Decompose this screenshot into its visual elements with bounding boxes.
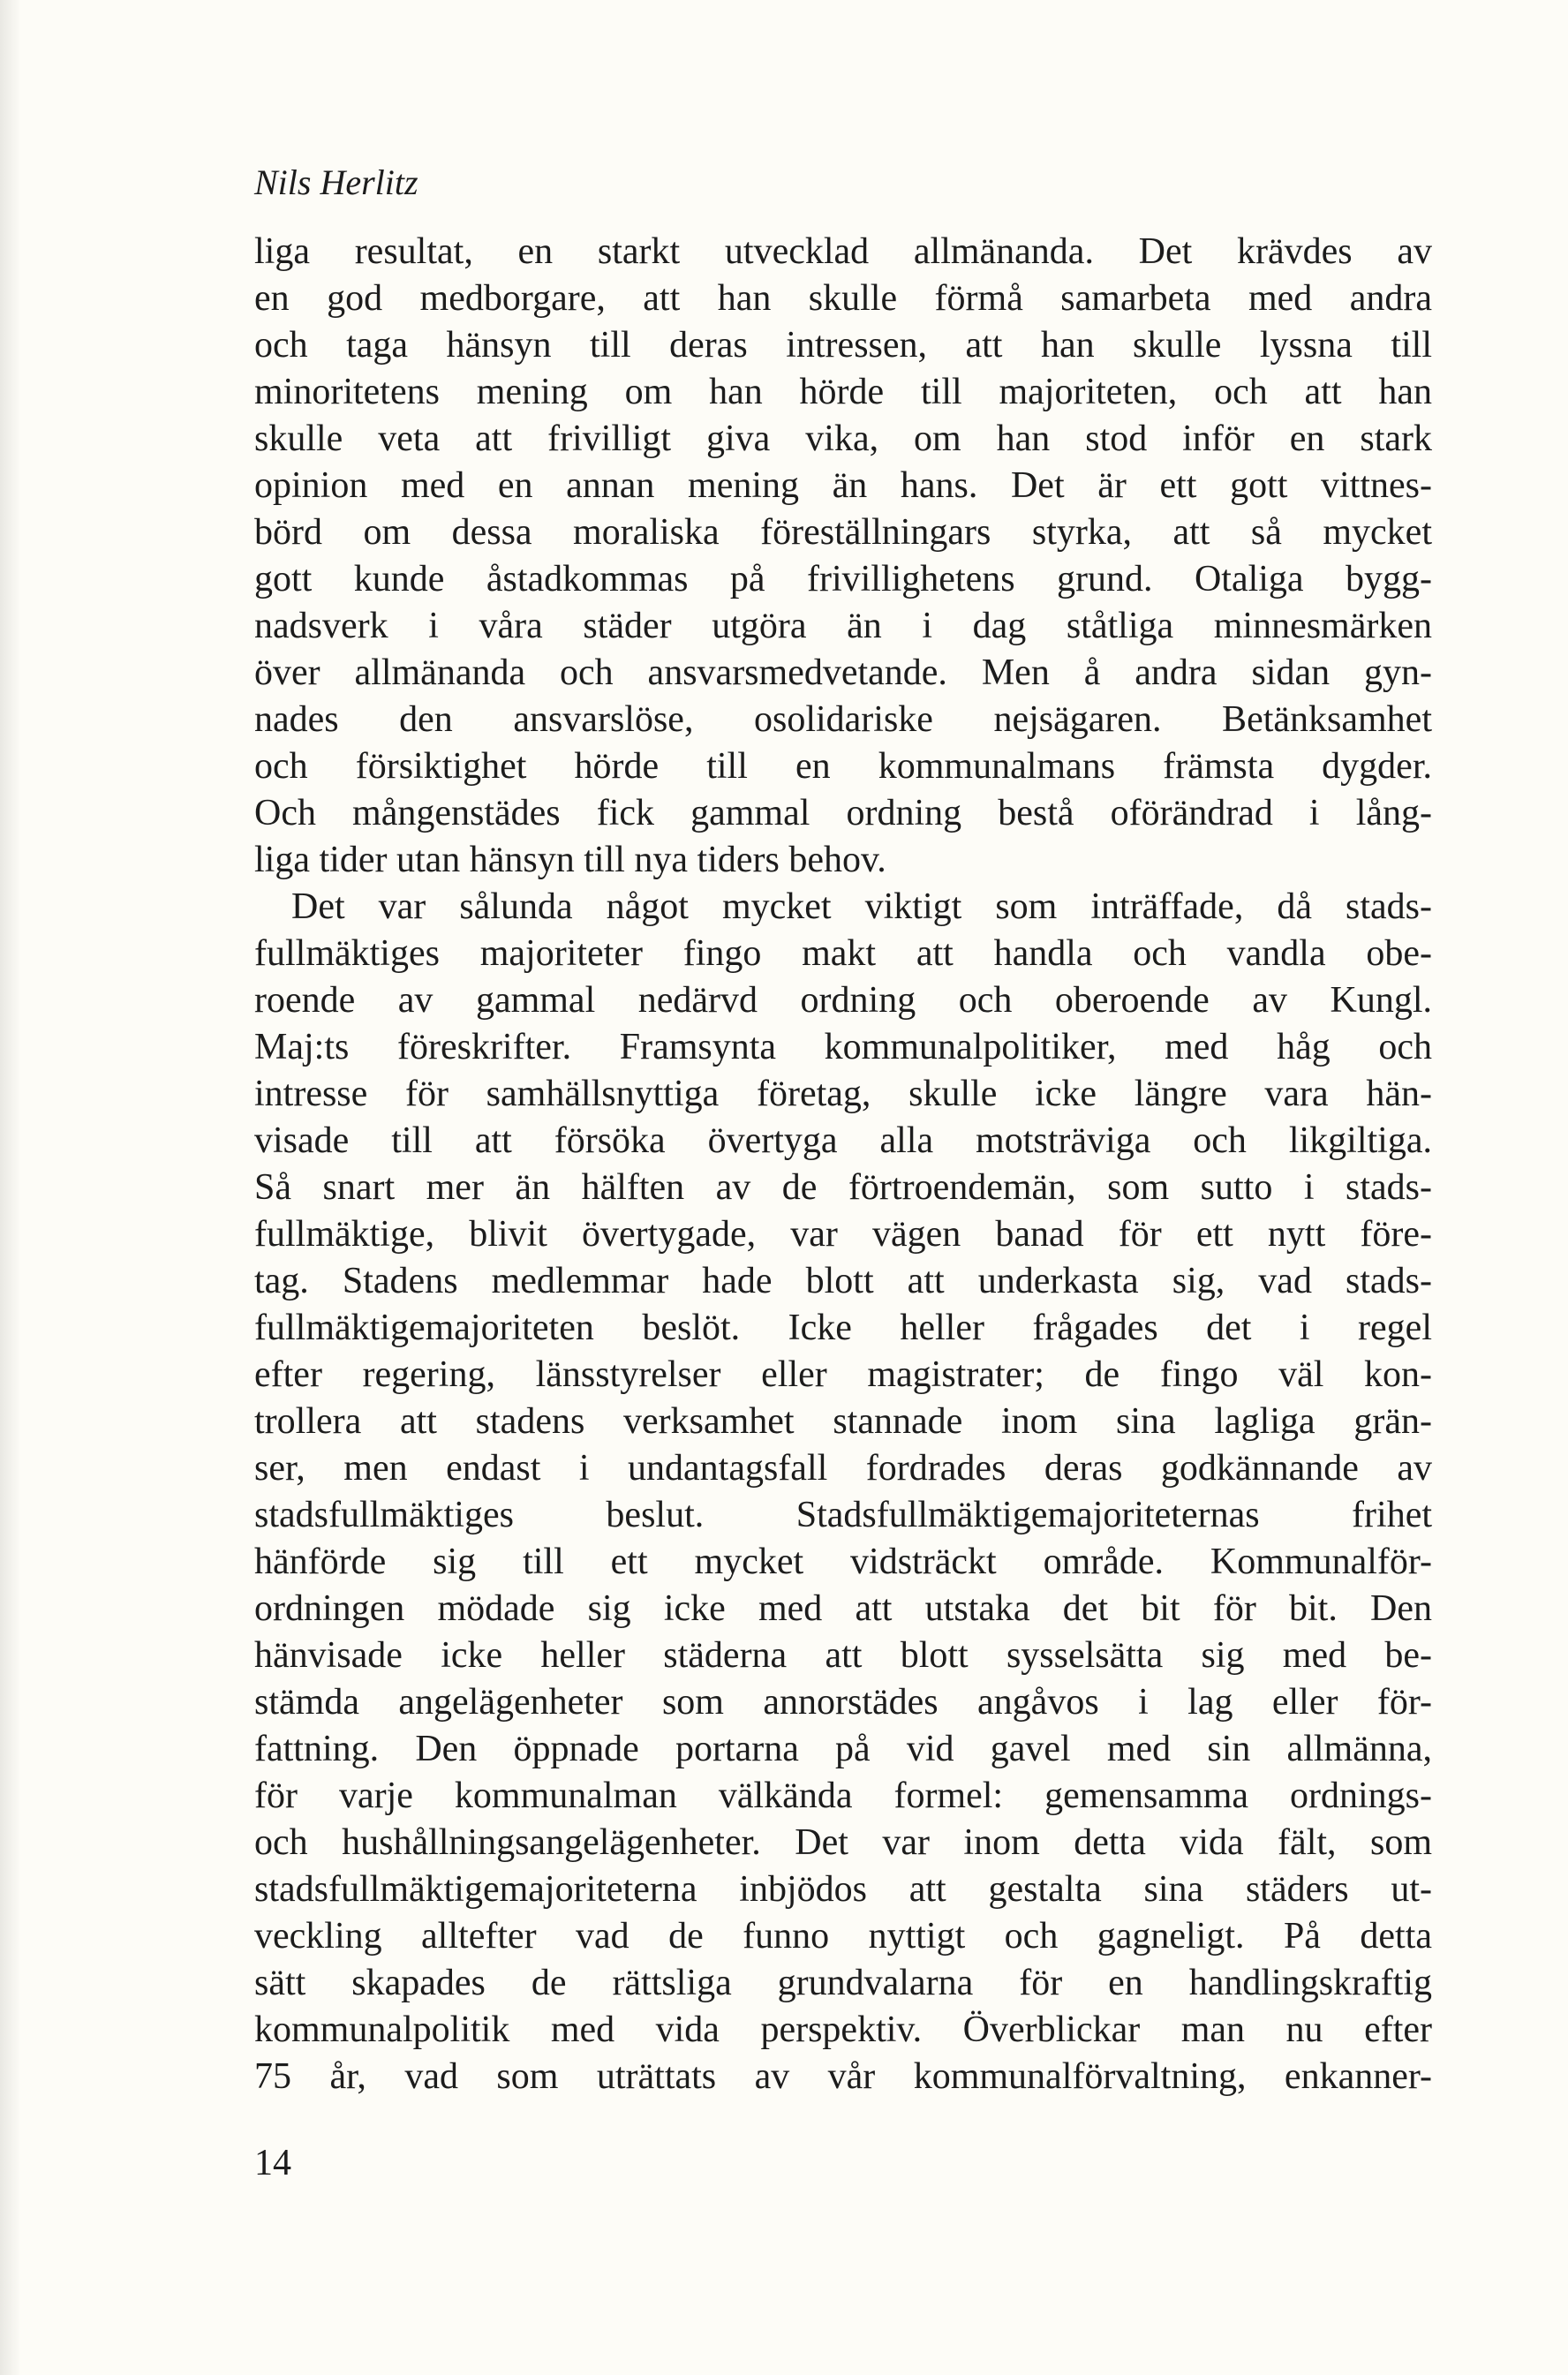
text-line: visade till att försöka övertyga alla motsträviga och likgiltiga. [254,1120,1432,1161]
text-line: ordningen mödade sig icke med att utstaka det bit för bit. Den [254,1588,1432,1629]
text-line: fattning. Den öppnade portarna på vid gavel med sin allmänna, [254,1729,1432,1769]
body-text [254,229,1432,2100]
text-line: en god medborgare, att han skulle förmå samarbeta med andra [254,278,1432,319]
paragraph [254,884,1432,2100]
text-line: tag. Stadens medlemmar hade blott att underkasta sig, vad stads- [254,1261,1432,1301]
text-line: Och mångenstädes fick gammal ordning bestå oförändrad i lång- [254,793,1432,833]
text-line: sätt skapades de rättsliga grundvalarna för en handlingskraftig [254,1963,1432,2003]
text-line: roende av gammal nedärvd ordning och oberoende av Kungl. [254,980,1432,1021]
text-line: skulle veta att frivilligt giva vika, om han stod inför en stark [254,418,1432,459]
text-line: hänvisade icke heller städerna att blott sysselsätta sig med be- [254,1635,1432,1676]
text-line: Det var sålunda något mycket viktigt som inträffade, då stads- [291,886,1432,927]
text-line: för varje kommunalman välkända formel: gemensamma ordnings- [254,1776,1432,1816]
text-line: stadsfullmäktiges beslut. Stadsfullmäktigemajoriteternas frihet [254,1495,1432,1535]
text-line: fullmäktiges majoriteter fingo makt att handla och vandla obe- [254,933,1432,974]
text-line: nadsverk i våra städer utgöra än i dag ståtliga minnesmärken [254,606,1432,646]
text-line: och hushållningsangelägenheter. Det var inom detta vida fält, som [254,1822,1432,1863]
page-edge-shadow [0,0,19,2375]
text-line: stämda angelägenheter som annorstädes angåvos i lag eller för- [254,1682,1432,1723]
text-line: veckling alltefter vad de funno nyttigt och gagneligt. På detta [254,1916,1432,1957]
text-line: börd om dessa moraliska föreställningars styrka, att så mycket [254,512,1432,553]
text-line: fullmäktige, blivit övertygade, var vägen banad för ett nytt före- [254,1214,1432,1255]
text-line: opinion med en annan mening än hans. Det är ett gott vittnes- [254,465,1432,506]
page-number: 14 [254,2143,291,2183]
text-line: liga resultat, en starkt utvecklad allmänanda. Det krävdes av [254,231,1432,272]
running-header-author: Nils Herlitz [254,162,418,202]
text-line: hänförde sig till ett mycket vidsträckt område. Kommunalför- [254,1542,1432,1582]
text-line: över allmänanda och ansvarsmedvetande. Men å andra sidan gyn- [254,652,1432,693]
text-line: kommunalpolitik med vida perspektiv. Överblickar man nu efter [254,2009,1432,2050]
paragraph [254,229,1432,884]
text-line: minoritetens mening om han hörde till majoriteten, och att han [254,372,1432,412]
text-line: Maj:ts föreskrifter. Framsynta kommunalpolitiker, med håg och [254,1027,1432,1067]
text-line: ser, men endast i undantagsfall fordrades deras godkännande av [254,1448,1432,1489]
text-line: och försiktighet hörde till en kommunalmans främsta dygder. [254,746,1432,787]
text-line: 75 år, vad som uträttats av vår kommunalförvaltning, enkanner- [254,2056,1432,2097]
text-line: Så snart mer än hälften av de förtroendemän, som sutto i stads- [254,1167,1432,1208]
text-line: stadsfullmäktigemajoriteterna inbjödos att gestalta sina städers ut- [254,1869,1432,1910]
text-line: liga tider utan hänsyn till nya tiders behov. [254,840,886,880]
text-line: fullmäktigemajoriteten beslöt. Icke heller frågades det i regel [254,1308,1432,1348]
text-line: efter regering, länsstyrelser eller magistrater; de fingo väl kon- [254,1354,1432,1395]
text-line: och taga hänsyn till deras intressen, att han skulle lyssna till [254,325,1432,366]
text-line: nades den ansvarslöse, osolidariske nejsägaren. Betänksamhet [254,699,1432,740]
text-line: gott kunde åstadkommas på frivillighetens grund. Otaliga bygg- [254,559,1432,599]
text-line: intresse för samhällsnyttiga företag, skulle icke längre vara hän- [254,1074,1432,1114]
text-line: trollera att stadens verksamhet stannade inom sina lagliga grän- [254,1401,1432,1442]
